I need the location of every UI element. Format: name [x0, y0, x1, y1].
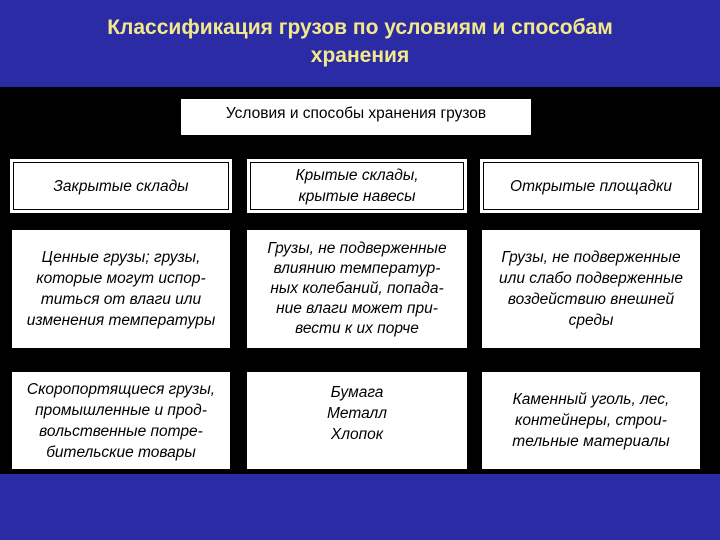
example-line: Каменный уголь, лес,: [512, 391, 670, 408]
root-node: [181, 99, 531, 135]
condition-line: Ценные грузы; грузы,: [41, 249, 201, 266]
connector: [600, 213, 602, 218]
root-node-label: Условия и способы хранения грузов: [225, 105, 487, 122]
example-line: Скоропортящиеся грузы,: [26, 380, 216, 398]
header-open-areas: [480, 159, 702, 213]
root-connector: [356, 135, 358, 140]
condition-line: среды: [568, 312, 614, 329]
condition-line: Грузы, не подверженные: [267, 240, 447, 257]
header-line: Крытые склады,: [295, 167, 419, 184]
connector: [120, 213, 122, 218]
example-line: Бумага: [330, 384, 384, 401]
title-line-1: Классификация грузов по условиям и способам: [107, 16, 613, 39]
condition-covered-warehouses: [247, 230, 467, 348]
condition-line: или слабо подверженные: [499, 270, 683, 287]
header-line: крытые навесы: [298, 188, 416, 205]
title-line-2: хранения: [310, 44, 410, 67]
examples-covered-warehouses: [247, 372, 467, 469]
condition-line: изменения температуры: [26, 312, 216, 329]
condition-line: влиянию температур-: [273, 260, 441, 277]
example-line: контейнеры, строи-: [515, 412, 667, 429]
condition-line: вести к их порче: [295, 320, 419, 337]
slide-title: [0, 14, 720, 70]
diagram-panel: [0, 87, 720, 474]
examples-open-areas: [482, 372, 700, 469]
header-closed-warehouses: [10, 159, 232, 213]
connector: [356, 348, 358, 353]
header-covered-warehouses: [247, 159, 467, 213]
connector: [120, 348, 122, 353]
condition-closed-warehouses: [12, 230, 230, 348]
connector: [600, 348, 602, 353]
example-line: Хлопок: [330, 426, 384, 443]
examples-closed-warehouses: [12, 372, 230, 469]
header-line: Закрытые склады: [53, 177, 189, 195]
example-line: тельные материалы: [512, 433, 670, 450]
condition-line: Грузы, не подверженные: [501, 249, 681, 266]
condition-line: ных колебаний, попада-: [270, 280, 444, 297]
condition-line: которые могут испор-: [36, 270, 206, 287]
header-line: Открытые площадки: [510, 177, 672, 195]
condition-line: ние влаги может при-: [276, 300, 438, 317]
condition-line: титься от влаги или: [40, 291, 202, 308]
connector: [356, 213, 358, 218]
example-line: Металл: [326, 405, 388, 422]
example-line: вольственные потре-: [39, 422, 203, 440]
condition-line: воздействию внешней: [507, 291, 675, 308]
example-line: бительские товары: [46, 443, 196, 461]
condition-open-areas: [482, 230, 700, 348]
example-line: промышленные и прод-: [35, 401, 207, 419]
